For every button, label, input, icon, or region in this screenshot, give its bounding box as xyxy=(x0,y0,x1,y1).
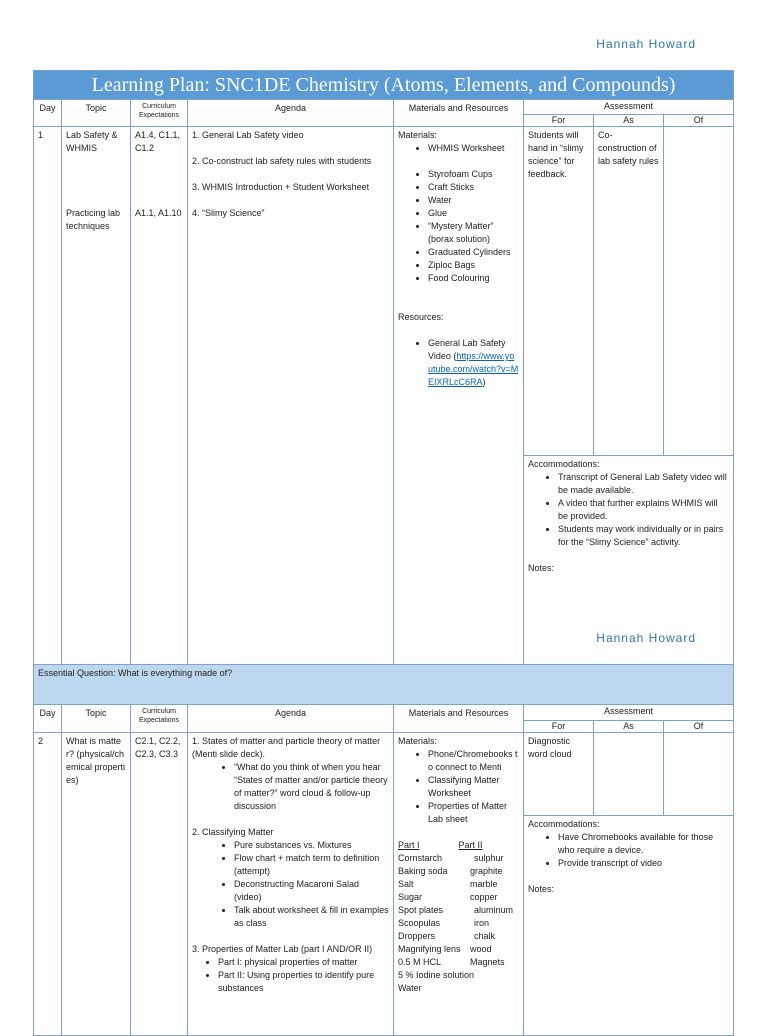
lab-parts-items xyxy=(398,852,519,995)
agenda-item: 4. “Slimy Science” xyxy=(192,208,265,218)
part1-item: Baking soda xyxy=(398,866,448,876)
accommodations-label: Accommodations: xyxy=(528,819,600,829)
part1-label: Part I xyxy=(398,840,420,850)
learning-plan-table-2 xyxy=(33,664,734,1036)
topic-item: Practicing lab techniques xyxy=(66,208,121,231)
part1-item: Salt xyxy=(398,879,414,889)
topic-item: Lab Safety & WHMIS xyxy=(66,130,118,153)
agenda-item: 1. General Lab Safety video xyxy=(192,130,304,140)
video-link[interactable]: https://www.youtube.com/watch?v=MEIXRLcC6RA xyxy=(428,351,519,387)
material-item: • Water xyxy=(428,194,519,207)
part2-item: copper xyxy=(470,892,498,902)
agenda-item: 3. WHMIS Introduction + Student Worksheet xyxy=(192,182,370,192)
part2-item: chalk xyxy=(474,931,496,941)
row-day: 1 xyxy=(34,127,62,688)
resource-item: • General Lab Safety Video (https://www.youtube.com/watch?v=MEIXRLcC6RA) xyxy=(428,337,519,389)
material-item: • Phone/Chromebooks to connect to Menti xyxy=(428,748,519,774)
accommodations-cell xyxy=(524,456,734,688)
materials-list xyxy=(398,748,519,826)
notes-label: Notes: xyxy=(528,884,555,894)
row-topic xyxy=(62,127,131,688)
part2-label: Part II xyxy=(458,840,483,850)
agenda-sublist xyxy=(192,839,389,930)
accommodations-cell xyxy=(524,816,734,1036)
material-item: • WHMIS Worksheet xyxy=(428,142,519,155)
plan-title: Learning Plan: SNC1DE Chemistry (Atoms, Elements, and Compounds) xyxy=(34,71,734,100)
row-day: 2 xyxy=(34,733,62,1036)
agenda-subitem: • Deconstructing Macaroni Salad (video) xyxy=(234,878,389,904)
materials-list xyxy=(398,168,519,285)
part2-item: marble xyxy=(470,879,498,889)
accommodations-list xyxy=(528,471,729,549)
accommodation-item: • Students may work individually or in pairs for the “Slimy Science” activity. xyxy=(558,523,729,549)
material-item: • Craft Sticks xyxy=(428,181,519,194)
header-as: As xyxy=(594,115,664,127)
assess-for: Diagnostic word cloud xyxy=(524,733,594,816)
author-name: Hannah Howard xyxy=(596,37,696,51)
agenda-subitem: • Part II: Using properties to identify pure substances xyxy=(218,969,389,995)
part1-item: Droppers xyxy=(398,931,436,941)
agenda-sublist xyxy=(192,761,389,813)
resource-title: General Lab Safety Video xyxy=(428,338,506,361)
curriculum-item: A1.4, C1.1, C1.2 xyxy=(135,130,181,153)
header-as: As xyxy=(594,720,664,732)
part2-item: graphite xyxy=(470,866,503,876)
part1-item: Sugar xyxy=(398,892,423,902)
resources-list xyxy=(398,337,519,389)
header-agenda: Agenda xyxy=(188,705,394,733)
agenda-item: 2. Co-construct lab safety rules with students xyxy=(192,156,372,166)
material-item: • Styrofoam Cups xyxy=(428,168,519,181)
agenda-subitem: • Part I: physical properties of matter xyxy=(218,956,389,969)
agenda-subitem: • Flow chart + match term to definition (attempt) xyxy=(234,852,389,878)
part1-item: Scoopulas xyxy=(398,918,441,928)
accommodation-item: • Provide transcript of video xyxy=(558,857,729,870)
header-day: Day xyxy=(34,100,62,127)
material-item: • Ziploc Bags xyxy=(428,259,519,272)
header-day: Day xyxy=(34,705,62,733)
header-for: For xyxy=(524,115,594,127)
curriculum-item: A1.1, A1.10 xyxy=(135,208,182,218)
row-agenda xyxy=(188,127,394,688)
part1-column xyxy=(398,839,459,852)
row-materials xyxy=(394,733,524,1036)
header-curriculum: Curriculum Expectations xyxy=(131,705,188,733)
header-assessment: Assessment xyxy=(524,705,734,721)
author-name: Hannah Howard xyxy=(596,631,696,645)
part2-item: iron xyxy=(474,918,490,928)
header-topic: Topic xyxy=(62,705,131,733)
assess-as: Co-construction of lab safety rules xyxy=(594,127,664,456)
essential-question: Essential Question: What is everything made of? xyxy=(34,665,734,705)
header-materials: Materials and Resources xyxy=(394,100,524,127)
accommodations-label: Accommodations: xyxy=(528,459,600,469)
materials-label: Materials: xyxy=(398,736,438,746)
accommodation-item: • A video that further explains WHMIS will be provided. xyxy=(558,497,729,523)
row-agenda xyxy=(188,733,394,1036)
header-curriculum: Curriculum Expectations xyxy=(131,100,188,127)
agenda-subitem: • Talk about worksheet & fill in examples as class xyxy=(234,904,389,930)
part1-item: 5 % Iodine solution xyxy=(398,970,475,980)
row-curriculum: C2.1, C2.2, C2.3, C3.3 xyxy=(131,733,188,1036)
materials-label: Materials: xyxy=(398,130,438,140)
row-curriculum xyxy=(131,127,188,688)
part2-item: Magnets xyxy=(470,957,505,967)
lab-parts xyxy=(398,839,519,852)
part2-item: aluminum xyxy=(474,905,514,915)
material-item: • Food Colouring xyxy=(428,272,519,285)
row-topic: What is matter? (physical/chemical properties) xyxy=(62,733,131,1036)
part1-item: Water xyxy=(398,983,422,993)
header-of: Of xyxy=(664,720,734,732)
accommodation-item: • Have Chromebooks available for those who require a device. xyxy=(558,831,729,857)
part2-item: wood xyxy=(470,944,492,954)
header-for: For xyxy=(524,720,594,732)
learning-plan-table-1 xyxy=(33,70,734,688)
agenda-item: 3. Properties of Matter Lab (part I AND/OR II) xyxy=(192,944,373,954)
material-item: • Properties of Matter Lab sheet xyxy=(428,800,519,826)
part2-item: sulphur xyxy=(474,853,504,863)
part1-item: Cornstarch xyxy=(398,853,443,863)
header-assessment: Assessment xyxy=(524,100,734,115)
assess-as xyxy=(594,733,664,816)
material-item: • Classifying Matter Worksheet xyxy=(428,774,519,800)
agenda-item: 2. Classifying Matter xyxy=(192,827,274,837)
resources-label: Resources: xyxy=(398,312,444,322)
header-of: Of xyxy=(664,115,734,127)
header-agenda: Agenda xyxy=(188,100,394,127)
header-materials: Materials and Resources xyxy=(394,705,524,733)
notes-label: Notes: xyxy=(528,563,555,573)
part1-item: Magnifying lens xyxy=(398,944,461,954)
assess-of xyxy=(664,733,734,816)
materials-list xyxy=(398,142,519,155)
agenda-sublist xyxy=(192,956,389,995)
part1-item: 0.5 M HCL xyxy=(398,957,442,967)
part-grid xyxy=(398,852,519,995)
row-materials xyxy=(394,127,524,688)
assess-for: Students will hand in “slimy science” for feedback. xyxy=(524,127,594,456)
assess-of xyxy=(664,127,734,456)
part2-column xyxy=(459,839,520,852)
accommodations-list xyxy=(528,831,729,870)
material-item: • “Mystery Matter” (borax solution) xyxy=(428,220,519,246)
accommodation-item: • Transcript of General Lab Safety video will be made available. xyxy=(558,471,729,497)
header-topic: Topic xyxy=(62,100,131,127)
material-item: • Glue xyxy=(428,207,519,220)
agenda-subitem: • “What do you think of when you hear “States of matter and/or particle theory of matter?” word cloud & follow-up discussion xyxy=(234,761,389,813)
agenda-subitem: • Pure substances vs. Mixtures xyxy=(234,839,389,852)
part1-item: Spot plates xyxy=(398,905,444,915)
material-item: • Graduated Cylinders xyxy=(428,246,519,259)
agenda-item: 1. States of matter and particle theory of matter (Menti slide deck). xyxy=(192,736,381,759)
